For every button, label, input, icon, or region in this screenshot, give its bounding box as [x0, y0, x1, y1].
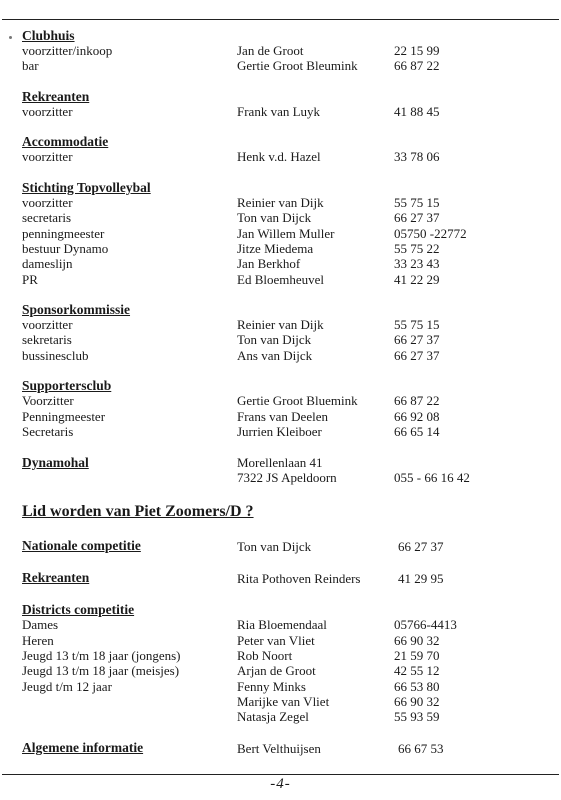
- page-number: -4-: [270, 776, 291, 792]
- phone: 05750 -22772: [394, 225, 467, 241]
- name: Ans van Dijck: [237, 347, 313, 363]
- name: Gertie Groot Bluemink: [237, 393, 358, 409]
- contact-row: [22, 709, 542, 724]
- contact-row: [22, 226, 542, 241]
- section-supportersclub: [22, 378, 542, 439]
- section-heading: Supportersclub: [22, 378, 112, 394]
- contact-row: [22, 617, 542, 632]
- phone: 66 67 53: [398, 740, 444, 756]
- name: Fenny Minks: [237, 678, 306, 694]
- role: secretaris: [22, 210, 72, 226]
- section-accommodatie: [22, 134, 542, 164]
- section-algemene: [22, 740, 542, 757]
- contact-row: [22, 648, 542, 663]
- contact-row: [22, 241, 542, 256]
- contact-row: [22, 149, 542, 164]
- membership-title: Lid worden van Piet Zoomers/D ?: [22, 503, 254, 521]
- contact-row: [22, 104, 542, 119]
- role: bussinesclub: [22, 347, 89, 363]
- role: voorzitter: [22, 317, 73, 333]
- section-nationale: [22, 538, 542, 555]
- phone: 66 90 32: [394, 632, 440, 648]
- phone: 05766-4413: [394, 617, 457, 633]
- phone: 66 92 08: [394, 408, 440, 424]
- role: sekretaris: [22, 332, 72, 348]
- section-heading: Districts competitie: [22, 602, 135, 618]
- role: voorzitter: [22, 149, 73, 165]
- name: Frans van Deelen: [237, 408, 328, 424]
- contact-row: [22, 424, 542, 439]
- contact-row: [22, 256, 542, 271]
- contact-row: [22, 272, 542, 287]
- role: Jeugd 13 t/m 18 jaar (meisjes): [22, 663, 180, 679]
- contact-row: [22, 43, 542, 58]
- phone: 55 93 59: [394, 709, 440, 725]
- name: Ria Bloemendaal: [237, 617, 327, 633]
- phone: 055 - 66 16 42: [394, 469, 470, 485]
- address-row: [22, 470, 542, 485]
- section-heading: Nationale competitie: [22, 537, 141, 553]
- name: Gertie Groot Bleumink: [237, 58, 358, 74]
- phone: 55 75 15: [394, 195, 440, 211]
- phone: 41 29 95: [398, 571, 444, 587]
- role: dameslijn: [22, 256, 73, 272]
- contact-row: [22, 317, 542, 332]
- section-sponsorkommissie: [22, 302, 542, 363]
- name: Reinier van Dijk: [237, 317, 324, 333]
- name: Bert Velthuijsen: [237, 740, 321, 756]
- name: Ton van Dijck: [237, 538, 312, 554]
- phone: 33 78 06: [394, 149, 440, 165]
- name: Rob Noort: [237, 647, 293, 663]
- phone: 66 27 37: [394, 210, 440, 226]
- role: Heren: [22, 632, 54, 648]
- role: Dames: [22, 617, 59, 633]
- section-rekreanten-membership: [22, 570, 542, 587]
- contact-row: [22, 679, 542, 694]
- section-heading: Stichting Topvolleybal: [22, 180, 151, 196]
- bottom-rule: [2, 774, 559, 775]
- name: Jurrien Kleiboer: [237, 423, 322, 439]
- contact-row: [22, 210, 542, 225]
- name: Ed Bloemheuvel: [237, 271, 325, 287]
- role: Voorzitter: [22, 393, 74, 409]
- contact-row: [22, 58, 542, 73]
- contact-row: [22, 694, 542, 709]
- contact-row: [22, 332, 542, 347]
- section-heading: Rekreanten: [22, 88, 90, 104]
- name: Ton van Dijck: [237, 210, 312, 226]
- contact-row: [22, 409, 542, 424]
- role: Jeugd 13 t/m 18 jaar (jongens): [22, 647, 181, 663]
- phone: 55 75 22: [394, 240, 440, 256]
- address-row: [22, 455, 542, 470]
- name: Marijke van Vliet: [237, 693, 330, 709]
- section-heading: Accommodatie: [22, 134, 109, 150]
- section-dynamohal: [22, 455, 542, 486]
- phone: 42 55 12: [394, 663, 440, 679]
- phone: 66 87 22: [394, 393, 440, 409]
- name: Arjan de Groot: [237, 663, 316, 679]
- name: Henk v.d. Hazel: [237, 149, 321, 165]
- phone: 41 22 29: [394, 271, 440, 287]
- name: Rita Pothoven Reinders: [237, 571, 361, 587]
- address-city: 7322 JS Apeldoorn: [237, 469, 337, 485]
- role: voorzitter: [22, 103, 73, 119]
- role: Penningmeester: [22, 408, 106, 424]
- phone: 66 27 37: [394, 347, 440, 363]
- phone: 66 90 32: [394, 693, 440, 709]
- role: Jeugd t/m 12 jaar: [22, 678, 112, 694]
- name: Jan Berkhof: [237, 256, 301, 272]
- role: voorzitter/inkoop: [22, 43, 113, 58]
- section-heading: Sponsorkommissie: [22, 302, 131, 318]
- section-heading: Rekreanten: [22, 570, 90, 586]
- section-heading: Algemene informatie: [22, 739, 144, 755]
- phone: 66 27 37: [398, 538, 444, 554]
- contact-row: [22, 633, 542, 648]
- scan-speck: [9, 36, 12, 39]
- role: bar: [22, 58, 39, 74]
- section-heading: Clubhuis: [22, 28, 75, 43]
- role: Secretaris: [22, 423, 74, 439]
- role: bestuur Dynamo: [22, 240, 109, 256]
- name: Peter van Vliet: [237, 632, 315, 648]
- name: Natasja Zegel: [237, 709, 309, 725]
- phone: 66 87 22: [394, 58, 440, 74]
- name: Ton van Dijck: [237, 332, 312, 348]
- phone: 66 53 80: [394, 678, 440, 694]
- name: Jan Willem Muller: [237, 225, 335, 241]
- phone: 21 59 70: [394, 647, 440, 663]
- phone: 22 15 99: [394, 43, 440, 58]
- name: Frank van Luyk: [237, 103, 321, 119]
- role: voorzitter: [22, 195, 73, 211]
- section-districts: [22, 602, 542, 724]
- phone: 66 65 14: [394, 423, 440, 439]
- top-rule: [2, 19, 559, 20]
- role: penningmeester: [22, 225, 105, 241]
- contact-row: [22, 663, 542, 678]
- section-clubhuis: [22, 28, 542, 74]
- section-topvolleybal: [22, 180, 542, 287]
- phone: 41 88 45: [394, 103, 440, 119]
- address-street: Morellenlaan 41: [237, 454, 323, 470]
- contact-list: [22, 28, 542, 757]
- name: Jan de Groot: [237, 43, 304, 58]
- contact-row: [22, 393, 542, 408]
- phone: 33 23 43: [394, 256, 440, 272]
- role: PR: [22, 271, 38, 287]
- phone: 55 75 15: [394, 317, 440, 333]
- section-heading: Dynamohal: [22, 454, 89, 470]
- contact-row: [22, 348, 542, 363]
- phone: 66 27 37: [394, 332, 440, 348]
- section-rekreanten: [22, 89, 542, 119]
- name: Jitze Miedema: [237, 240, 314, 256]
- contact-row: [22, 195, 542, 210]
- name: Reinier van Dijk: [237, 195, 324, 211]
